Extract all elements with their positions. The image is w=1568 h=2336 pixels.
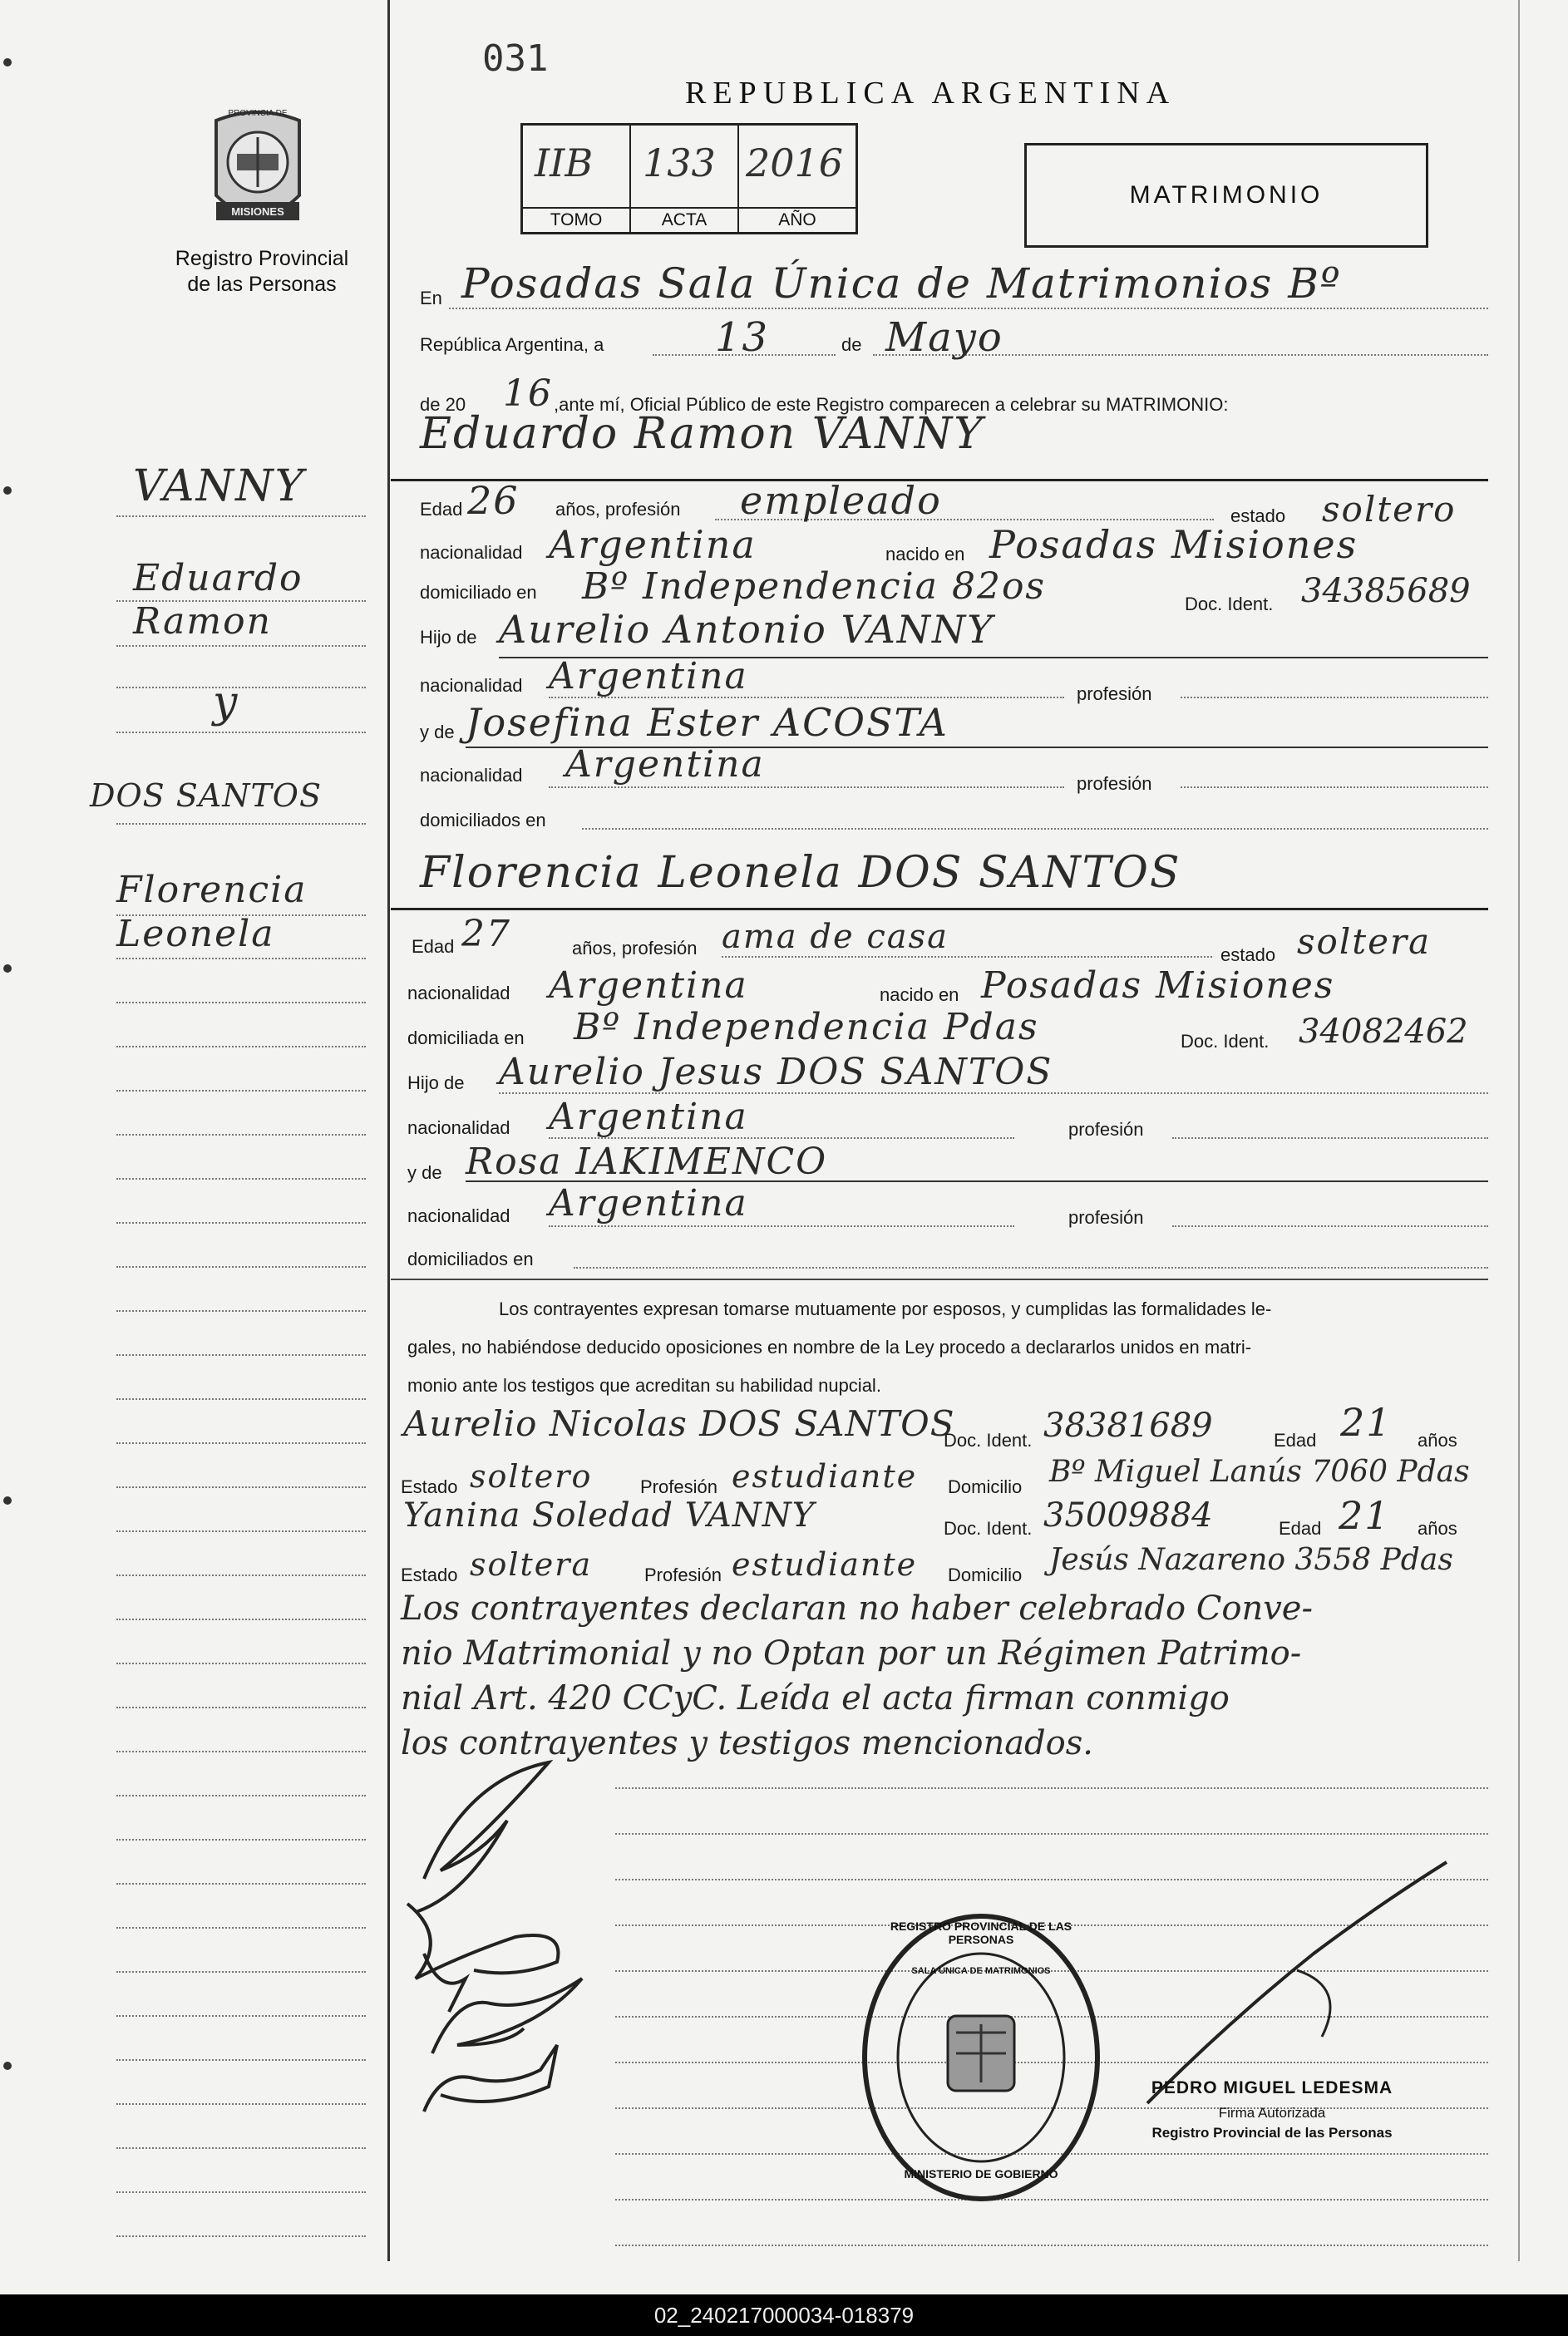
binder-hole bbox=[3, 2062, 12, 2070]
bride-full-name: Florencia Leonela DOS SANTOS bbox=[420, 848, 1181, 898]
registry-line1: Registro Provincial bbox=[175, 247, 349, 270]
witness2-edad-label: Edad bbox=[1279, 1518, 1322, 1539]
margin-ruled-line bbox=[116, 1354, 366, 1356]
margin-ruled-line bbox=[116, 1222, 366, 1224]
groom-address: Bº Independencia 82os bbox=[582, 565, 1047, 608]
seal-outer-text: REGISTRO PROVINCIAL DE LAS PERSONAS bbox=[890, 1920, 1072, 1946]
dots bbox=[1172, 1225, 1488, 1227]
record-id-box bbox=[520, 123, 858, 234]
bride-doc-label: Doc. Ident. bbox=[1181, 1031, 1270, 1052]
dots bbox=[1172, 1137, 1488, 1139]
dots bbox=[549, 1225, 1014, 1227]
witness2-status: soltera bbox=[470, 1546, 593, 1583]
bride-nacionalidad-label: nacionalidad bbox=[407, 983, 510, 1003]
witness1-age: 21 bbox=[1340, 1400, 1393, 1445]
logo-text-top: PROVINCIA DE bbox=[228, 109, 288, 118]
bride-anos-profesion-label: años, profesión bbox=[572, 938, 698, 959]
groom-civil-status: soltero bbox=[1322, 489, 1457, 530]
bride-estado-label: estado bbox=[1220, 944, 1276, 965]
bride-mother-nationality: Argentina bbox=[549, 1182, 748, 1225]
dots bbox=[499, 1092, 1488, 1094]
witness1-profesion-label: Profesión bbox=[640, 1476, 717, 1497]
note-line4: los contrayentes y testigos mencionados. bbox=[401, 1724, 1093, 1762]
bride-address: Bº Independencia Pdas bbox=[574, 1006, 1039, 1048]
binder-hole bbox=[3, 964, 12, 973]
witness1-doc-number: 38381689 bbox=[1043, 1407, 1213, 1445]
margin-ruled-line bbox=[116, 1486, 366, 1488]
margin-name2-line1: Florencia bbox=[116, 869, 308, 911]
witness2-anos-label: años bbox=[1418, 1518, 1457, 1539]
tomo-cell bbox=[523, 126, 631, 232]
anio-value: 2016 bbox=[746, 140, 844, 185]
binder-hole bbox=[3, 486, 12, 495]
bride-birthplace: Posadas Misiones bbox=[981, 964, 1335, 1007]
margin-ruled-line bbox=[116, 1442, 366, 1444]
margin-name1-line1: Eduardo bbox=[133, 557, 303, 599]
margin-dots bbox=[116, 645, 366, 647]
day-value: 13 bbox=[715, 314, 770, 361]
binder-hole bbox=[3, 58, 12, 67]
margin-ruled-line bbox=[116, 2235, 366, 2237]
bride-profesion-label: profesión bbox=[1068, 1119, 1144, 1140]
file-id-footer: 02_240217000034-018379 bbox=[0, 2294, 1568, 2336]
anio-label: AÑO bbox=[739, 207, 855, 232]
note-line2: nio Matrimonial y no Optan por un Régimen Patrimo- bbox=[401, 1634, 1302, 1673]
margin-ruled-line bbox=[116, 1046, 366, 1047]
groom-doc-label: Doc. Ident. bbox=[1185, 594, 1274, 614]
officer-stamp bbox=[1131, 2078, 1413, 2141]
year-suffix: 16 bbox=[503, 372, 553, 415]
groom-profesion2-label: profesión bbox=[1077, 773, 1152, 794]
bride-nacido-label: nacido en bbox=[880, 984, 959, 1005]
witness2-profession: estudiante bbox=[732, 1546, 918, 1583]
witness2-address: Jesús Nazareno 3558 Pdas bbox=[1049, 1543, 1453, 1577]
intro-text: ,ante mí, Oficial Público de este Registro comparecen a celebrar su MATRIMONIO: bbox=[554, 394, 1229, 415]
country-title: REPUBLICA ARGENTINA bbox=[685, 76, 1176, 111]
witness1-estado-label: Estado bbox=[401, 1476, 458, 1497]
groom-nationality: Argentina bbox=[549, 522, 757, 567]
witness1-profession: estudiante bbox=[732, 1458, 918, 1495]
month-de-label: de bbox=[841, 334, 862, 355]
bride-yde-label: y de bbox=[407, 1162, 442, 1183]
margin-ruled-line bbox=[116, 2191, 366, 2193]
registry-line2: de las Personas bbox=[187, 273, 337, 296]
bride-father: Aurelio Jesus DOS SANTOS bbox=[499, 1051, 1053, 1093]
dots bbox=[549, 786, 1064, 788]
groom-father: Aurelio Antonio VANNY bbox=[499, 607, 994, 652]
folio-number: 031 bbox=[482, 37, 549, 80]
groom-hijo-label: Hijo de bbox=[420, 627, 477, 648]
margin-border bbox=[387, 0, 390, 2261]
officer-org: Registro Provincial de las Personas bbox=[1151, 2125, 1393, 2141]
dots bbox=[1181, 786, 1488, 788]
seal-bottom-text: MINISTERIO DE GOBIERNO bbox=[904, 2167, 1058, 2181]
groom-yde-label: y de bbox=[420, 722, 455, 742]
witness2-domicilio-label: Domicilio bbox=[948, 1565, 1023, 1585]
bride-hijo-label: Hijo de bbox=[407, 1072, 465, 1093]
officer-title: Firma Autorizada bbox=[1218, 2105, 1326, 2121]
bride-profession: ama de casa bbox=[722, 918, 949, 956]
margin-ruled-line bbox=[116, 2103, 366, 2105]
margin-dots bbox=[116, 687, 366, 688]
groom-mother: Josefina Ester ACOSTA bbox=[466, 700, 949, 745]
margin-ruled-line bbox=[116, 1619, 366, 1620]
margin-ruled-line bbox=[116, 1178, 366, 1180]
republica-label: República Argentina, a bbox=[420, 334, 604, 355]
groom-edad-label: Edad bbox=[420, 499, 463, 520]
groom-estado-label: estado bbox=[1230, 505, 1286, 526]
margin-ruled-line bbox=[116, 2015, 366, 2017]
witness2-name: Yanina Soledad VANNY bbox=[403, 1496, 816, 1535]
groom-mother-nationality: Argentina bbox=[565, 743, 765, 786]
margin-ruled-line bbox=[116, 1839, 366, 1841]
seal-inner-text: SALA ÚNICA DE MATRIMONIOS bbox=[911, 1966, 1051, 1976]
margin-dots bbox=[116, 958, 366, 959]
groom-nacionalidad-label: nacionalidad bbox=[420, 542, 523, 563]
en-label: En bbox=[420, 288, 442, 308]
dots bbox=[549, 1137, 1014, 1139]
margin-ruled-line bbox=[116, 1530, 366, 1532]
witness1-address: Bº Miguel Lanús 7060 Pdas bbox=[1049, 1455, 1470, 1489]
anio-cell bbox=[739, 126, 855, 232]
bride-domiciliada-label: domiciliada en bbox=[407, 1028, 525, 1048]
bride-father-nationality: Argentina bbox=[549, 1096, 748, 1138]
margin-surname2: DOS SANTOS bbox=[90, 777, 322, 814]
groom-father-nat-label: nacionalidad bbox=[420, 675, 523, 696]
margin-ruled-line bbox=[116, 1971, 366, 1973]
witness2-profesion-label: Profesión bbox=[644, 1565, 722, 1585]
acta-label: ACTA bbox=[631, 207, 737, 232]
dots bbox=[1181, 697, 1488, 698]
margin-name2-line2: Leonela bbox=[116, 913, 275, 955]
declaration-line3: monio ante los testigos que acreditan su habilidad nupcial. bbox=[407, 1375, 881, 1396]
groom-birthplace: Posadas Misiones bbox=[989, 522, 1358, 567]
groom-domiciliado-label: domiciliado en bbox=[420, 582, 537, 603]
bride-mother-nat-label: nacionalidad bbox=[407, 1205, 510, 1226]
dots bbox=[582, 828, 1488, 830]
declaration-line2: gales, no habiéndose deducido oposiciones en nombre de la Ley procedo a declararlos unidos en matri- bbox=[407, 1337, 1252, 1358]
margin-ruled-line bbox=[116, 1266, 366, 1268]
margin-ruled-line bbox=[116, 1575, 366, 1576]
bride-nationality: Argentina bbox=[549, 964, 748, 1007]
ruled-line bbox=[615, 1833, 1488, 1835]
groom-age: 26 bbox=[467, 478, 520, 523]
witness1-name: Aurelio Nicolas DOS SANTOS bbox=[403, 1403, 955, 1444]
bride-profesion2-label: profesión bbox=[1068, 1207, 1144, 1228]
margin-ruled-line bbox=[116, 2147, 366, 2149]
groom-full-name: Eduardo Ramon VANNY bbox=[420, 409, 984, 459]
acta-cell bbox=[631, 126, 739, 232]
margin-dots bbox=[116, 823, 366, 825]
act-type-box: MATRIMONIO bbox=[1024, 143, 1428, 248]
margin-ruled-line bbox=[116, 1134, 366, 1136]
note-line3: nial Art. 420 CCyC. Leída el acta firman conmigo bbox=[401, 1679, 1230, 1718]
ruled-line bbox=[615, 1787, 1488, 1789]
margin-ruled-line bbox=[116, 1707, 366, 1708]
acta-value: 133 bbox=[643, 140, 716, 185]
witness2-age: 21 bbox=[1339, 1493, 1391, 1538]
dots bbox=[722, 956, 1212, 958]
binder-hole bbox=[3, 1496, 12, 1505]
witness2-doc-number: 35009884 bbox=[1043, 1496, 1213, 1535]
margin-ruled-line bbox=[116, 1883, 366, 1885]
margin-ruled-line bbox=[116, 1398, 366, 1400]
groom-domiciliados-label: domiciliados en bbox=[420, 810, 546, 830]
groom-profesion-label: profesión bbox=[1077, 683, 1152, 704]
margin-ruled-line bbox=[116, 1751, 366, 1752]
witness2-estado-label: Estado bbox=[401, 1565, 458, 1585]
margin-ruled-line bbox=[116, 1927, 366, 1929]
province-logo bbox=[200, 104, 316, 245]
registry-name bbox=[141, 246, 382, 298]
dots bbox=[549, 697, 1064, 698]
bride-father-nat-label: nacionalidad bbox=[407, 1117, 510, 1138]
signatures bbox=[391, 1729, 607, 2128]
bride-civil-status: soltera bbox=[1297, 921, 1432, 962]
bride-doc-number: 34082462 bbox=[1299, 1013, 1468, 1051]
tomo-value: IIB bbox=[535, 140, 594, 185]
declaration-line1: Los contrayentes expresan tomarse mutuamente por esposos, y cumplidas las formalidades le- bbox=[499, 1299, 1272, 1319]
dots bbox=[574, 1267, 1488, 1269]
witness1-anos-label: años bbox=[1418, 1430, 1457, 1451]
bride-name-rule bbox=[391, 908, 1488, 910]
year-prefix: de 20 bbox=[420, 394, 466, 415]
bride-age: 27 bbox=[461, 913, 511, 955]
witness1-edad-label: Edad bbox=[1274, 1430, 1317, 1451]
ruled-line bbox=[615, 2245, 1488, 2246]
place-line bbox=[449, 308, 1488, 309]
groom-mother-nat-label: nacionalidad bbox=[420, 765, 523, 786]
margin-ruled-line bbox=[116, 1002, 366, 1003]
witness2-doc-label: Doc. Ident. bbox=[944, 1518, 1033, 1539]
bride-domiciliados-label: domiciliados en bbox=[407, 1249, 534, 1269]
groom-profession: empleado bbox=[740, 478, 942, 523]
margin-ruled-line bbox=[116, 1795, 366, 1796]
bride-edad-label: Edad bbox=[412, 936, 455, 957]
section-rule bbox=[391, 1279, 1488, 1280]
margin-separator: y bbox=[213, 678, 239, 727]
groom-father-nationality: Argentina bbox=[549, 655, 748, 697]
bride-mother: Rosa IAKIMENCO bbox=[466, 1141, 828, 1183]
tomo-label: TOMO bbox=[523, 207, 629, 232]
groom-anos-profesion-label: años, profesión bbox=[555, 499, 681, 520]
officer-name: PEDRO MIGUEL LEDESMA bbox=[1151, 2078, 1393, 2097]
month-value: Mayo bbox=[885, 314, 1003, 361]
place-value: Posadas Sala Única de Matrimonios Bº bbox=[461, 259, 1342, 308]
margin-dots bbox=[116, 515, 366, 517]
groom-doc-number: 34385689 bbox=[1301, 572, 1471, 610]
margin-surname1: VANNY bbox=[133, 461, 305, 511]
margin-ruled-line bbox=[116, 1090, 366, 1092]
note-line1: Los contrayentes declaran no haber celebrado Conve- bbox=[401, 1589, 1313, 1628]
witness1-domicilio-label: Domicilio bbox=[948, 1476, 1023, 1497]
witness1-status: soltero bbox=[470, 1458, 593, 1495]
margin-dots bbox=[116, 732, 366, 733]
groom-nacido-label: nacido en bbox=[885, 544, 965, 564]
margin-ruled-line bbox=[116, 1663, 366, 1664]
logo-text-bottom: MISIONES bbox=[231, 205, 284, 218]
official-seal bbox=[856, 1908, 1106, 2207]
right-edge bbox=[1518, 0, 1520, 2261]
witness1-doc-label: Doc. Ident. bbox=[944, 1430, 1033, 1451]
margin-ruled-line bbox=[116, 1310, 366, 1312]
margin-name1-line2: Ramon bbox=[133, 600, 272, 643]
margin-ruled-line bbox=[116, 2059, 366, 2061]
